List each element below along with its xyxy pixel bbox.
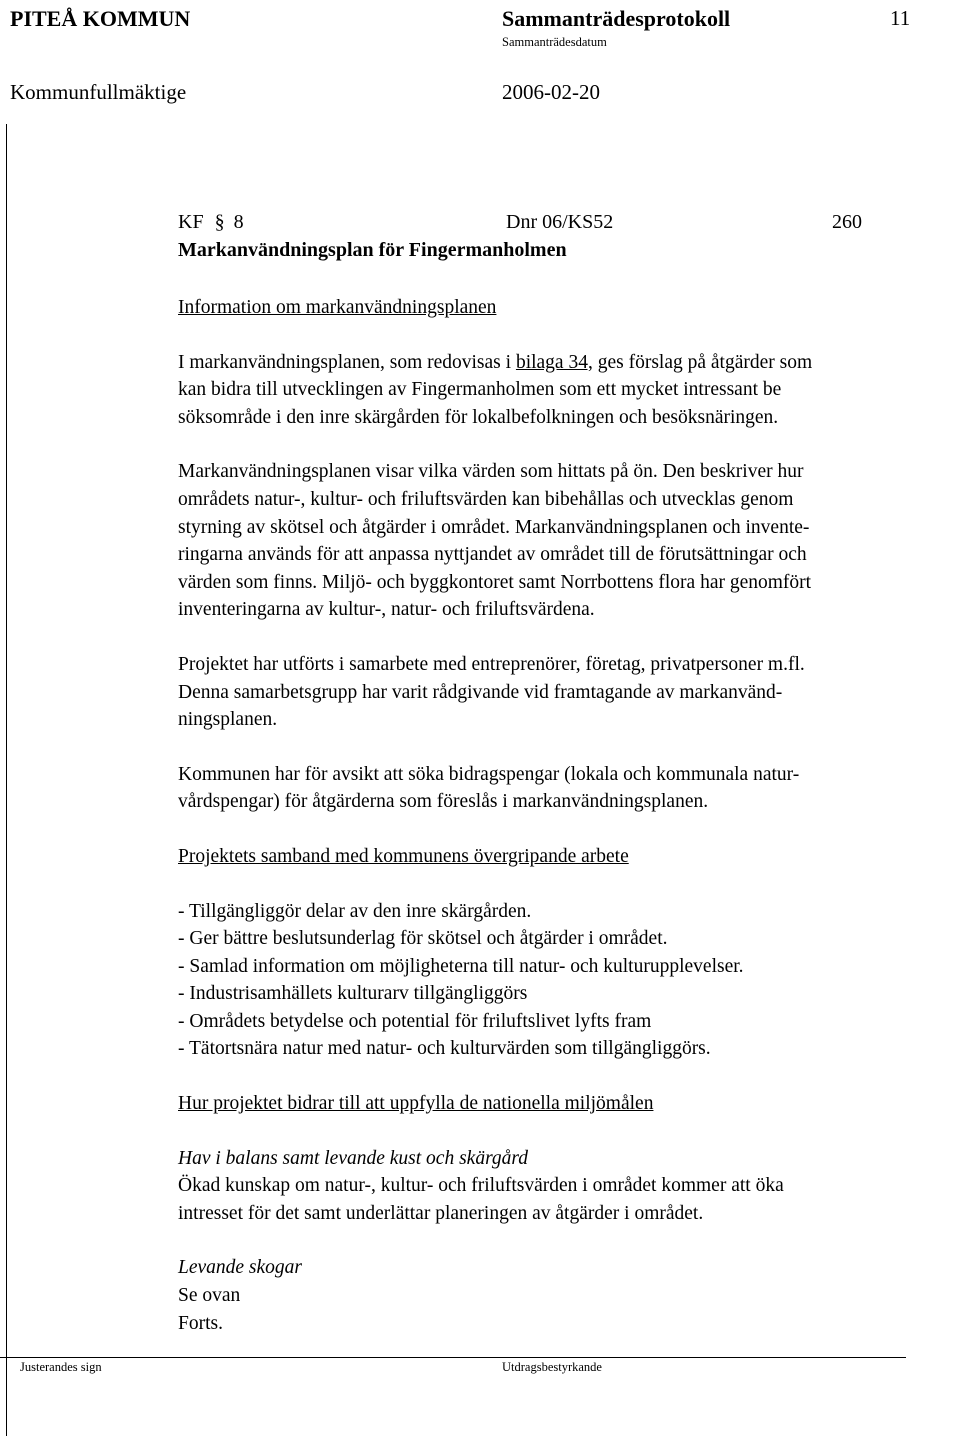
list-item: - Områdets betydelse och potential för friluftslivet lyfts fram (178, 1010, 652, 1032)
kf-number: 8 (233, 211, 244, 233)
bullet-list (178, 898, 948, 1064)
section-title: Markanvändningsplan för Fingermanholmen (178, 239, 567, 261)
paragraph-line: söksområde i den inre skärgården för lokalbefolkningen och besöksnäringen. (178, 406, 779, 428)
dnr-number: Dnr 06/KS52 (506, 211, 614, 233)
paragraph-line: Se ovan (178, 1285, 241, 1307)
reference-number: 260 (832, 211, 862, 233)
date-label: Sammanträdesdatum (502, 35, 607, 49)
goal-title: Hav i balans samt levande kust och skärgård (178, 1147, 529, 1169)
heading-environmental-goals: Hur projektet bidrar till att uppfylla de nationella miljömålen (178, 1093, 654, 1115)
meeting-date: 2006-02-20 (502, 80, 600, 104)
paragraph-funding (178, 761, 948, 816)
paragraph-line (178, 349, 948, 377)
footer-divider (0, 1357, 906, 1358)
text-span: I markanvändningsplanen, som redovisas i (178, 351, 516, 373)
subheading: Information om markanvändningsplanen (178, 297, 497, 318)
margin-rule (6, 124, 7, 1436)
footer-signature-label: Justerandes sign (20, 1360, 102, 1374)
paragraph-line: styrning av skötsel och åtgärder i området. Markanvändningsplanen och invente- (178, 516, 810, 538)
paragraph-intro (178, 349, 948, 432)
document-type: Sammanträdesprotokoll (502, 6, 731, 31)
paragraph-line: Ökad kunskap om natur-, kultur- och friluftsvärden i området kommer att öka (178, 1175, 784, 1197)
paragraph-cooperation (178, 651, 948, 734)
list-item: - Ger bättre beslutsunderlag för skötsel och åtgärder i området. (178, 928, 668, 950)
text-span: ges förslag på åtgärder som (592, 351, 813, 373)
paragraph-values (178, 458, 948, 624)
list-item: - Industrisamhällets kulturarv tillgängliggörs (178, 983, 528, 1005)
appendix-link[interactable]: bilaga 34, (515, 351, 593, 373)
list-item: - Samlad information om möjligheterna till natur- och kulturupplevelser. (178, 955, 744, 977)
kf-reference (178, 211, 244, 234)
paragraph-line: Projektet har utförts i samarbete med entreprenörer, företag, privatpersoner m.fl. (178, 653, 805, 675)
list-item: - Tätortsnära natur med natur- och kulturvärden som tillgängliggörs. (178, 1038, 711, 1060)
body-text (178, 294, 948, 1337)
paragraph-line: ningsplanen. (178, 709, 278, 731)
list-item: - Tillgängliggör delar av den inre skärgården. (178, 900, 532, 922)
paragraph-line: Denna samarbetsgrupp har varit rådgivande vid framtagande av markanvänd- (178, 681, 783, 703)
municipality-name: PITEÅ KOMMUN (10, 6, 191, 31)
paragraph-line: inventeringarna av kultur-, natur- och friluftsvärdena. (178, 599, 595, 621)
footer-certification-label: Utdragsbestyrkande (502, 1360, 602, 1374)
continued-note: Forts. (178, 1312, 223, 1334)
paragraph-line: områdets natur-, kultur- och friluftsvärden kan bibehållas och utvecklas genom (178, 488, 794, 510)
paragraph-line: värden som finns. Miljö- och byggkontoret samt Norrbottens flora har genomfört (178, 571, 812, 593)
heading-overall-work: Projektets samband med kommunens övergripande arbete (178, 845, 629, 867)
paragraph-line: kan bidra till utvecklingen av Fingermanholmen som ett mycket intressant be (178, 379, 782, 401)
kf-label: KF (178, 211, 204, 233)
paragraph-line: intresset för det samt underlättar planeringen av åtgärder i området. (178, 1202, 704, 1224)
paragraph-line: ringarna används för att anpassa nyttjandet av området till de förutsättningar och (178, 544, 807, 566)
paragraph-line: Kommunen har för avsikt att söka bidragspengar (lokala och kommunala natur- (178, 763, 800, 785)
goal-title: Levande skogar (178, 1257, 303, 1279)
paragraph-sign: § (214, 211, 225, 233)
meeting-body: Kommunfullmäktige (10, 80, 187, 104)
paragraph-line: Markanvändningsplanen visar vilka värden som hittats på ön. Den beskriver hur (178, 461, 804, 483)
page-number: 11 (890, 6, 911, 30)
paragraph-line: vårdspengar) för åtgärderna som föreslås i markanvändningsplanen. (178, 791, 709, 813)
